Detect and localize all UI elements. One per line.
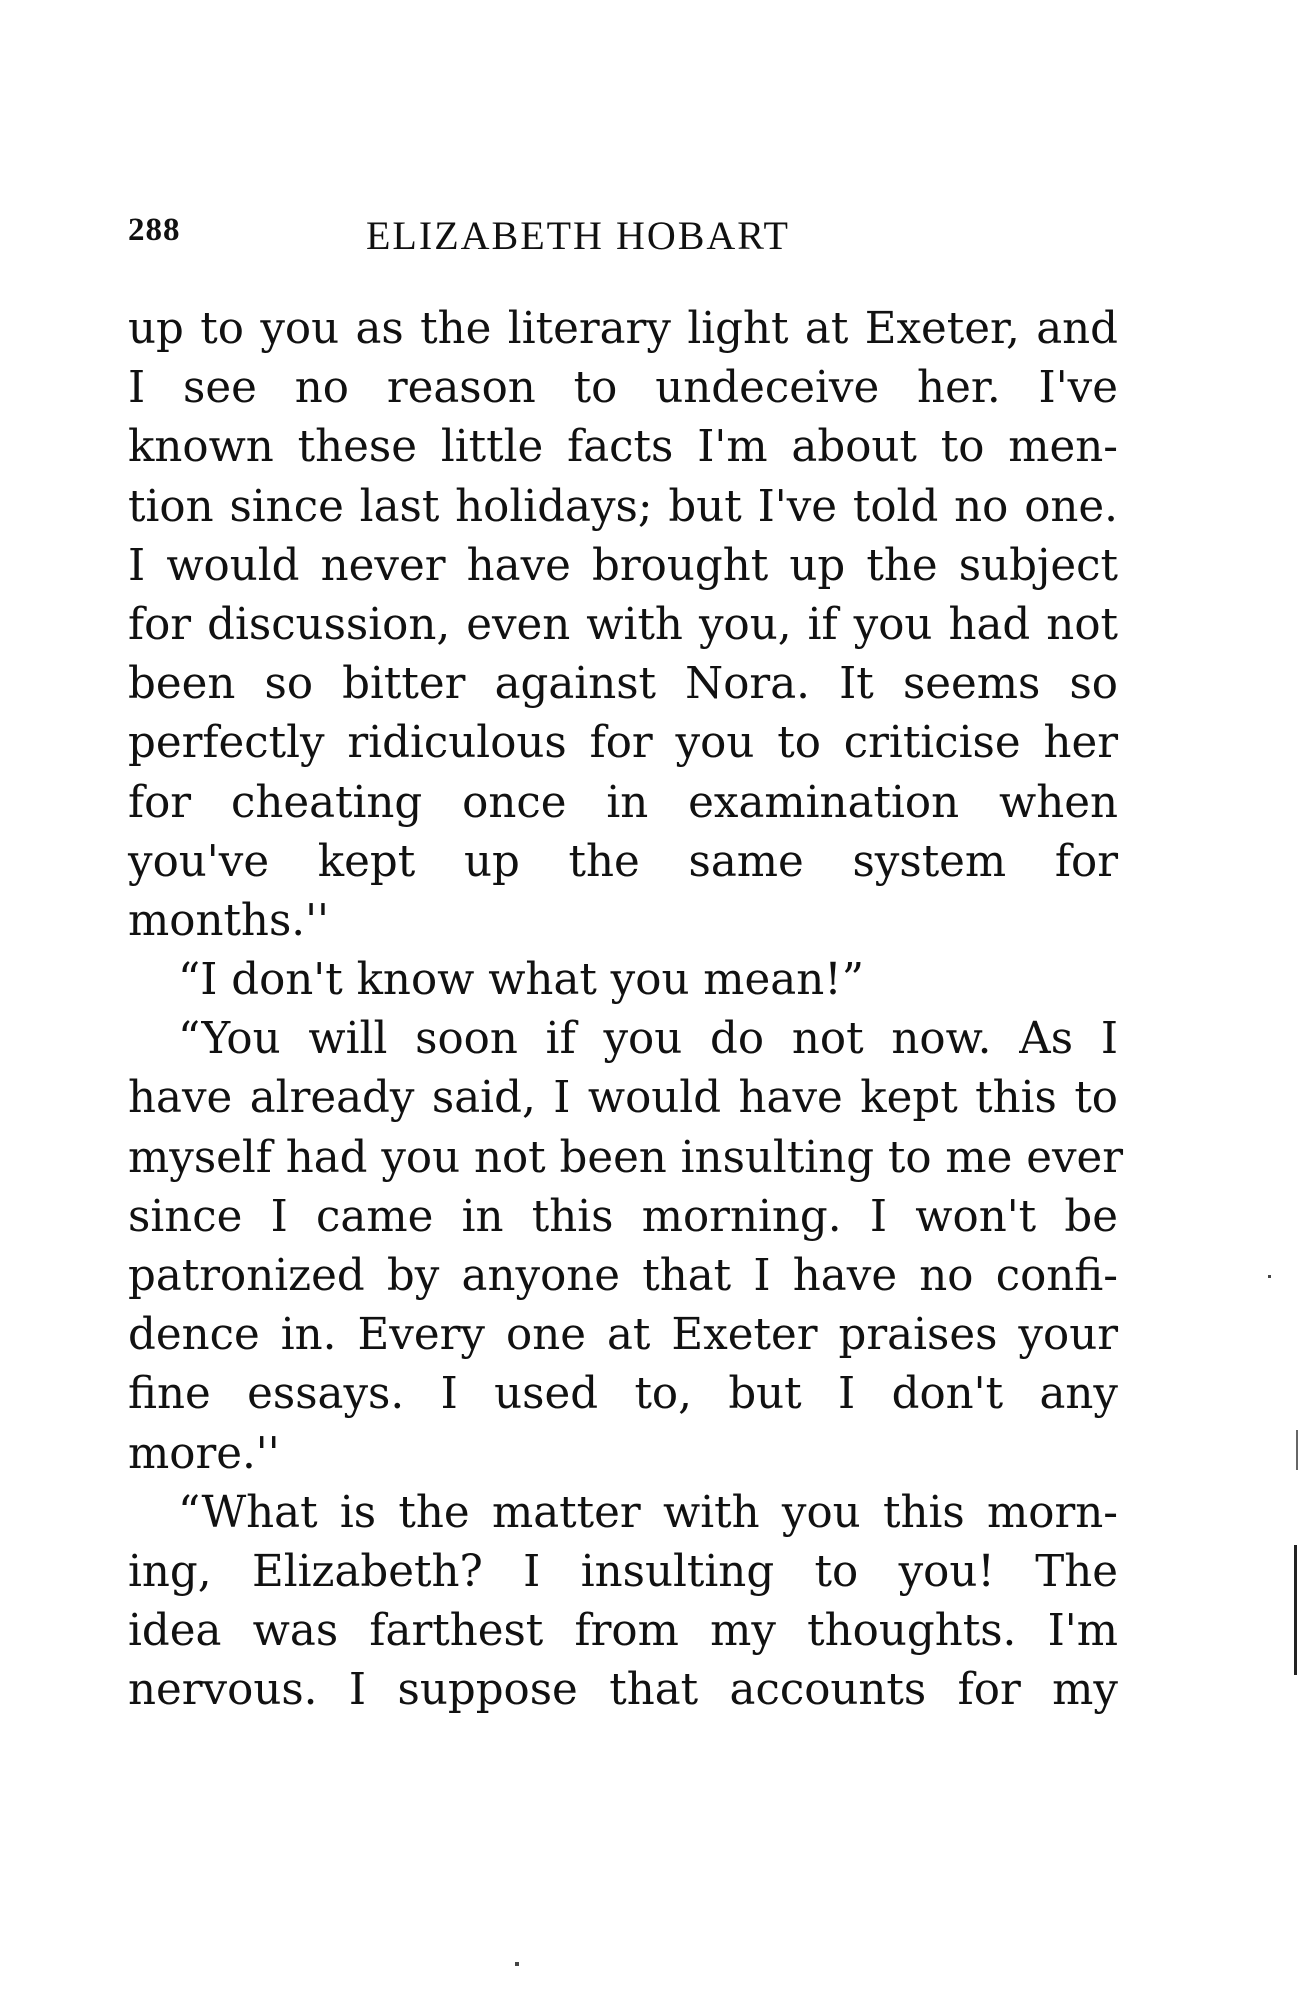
text-line: “You will soon if you do not now. As I [178,1014,1118,1065]
text-line: known these little facts I'm about to men- [128,422,1118,473]
text-line: since I came in this morning. I won't be [128,1191,1118,1242]
text-line: “What is the matter with you this morn- [178,1487,1118,1538]
text-line: more.'' [128,1428,280,1479]
text-line: for discussion, even with you, if you had not [128,599,1118,650]
print-speck [1294,1545,1297,1675]
text-line: perfectly ridiculous for you to criticise her [128,718,1118,769]
body-text [128,300,1124,1721]
print-speck [1268,1275,1271,1278]
text-line: for cheating once in examination when [128,777,1118,828]
text-line: myself had you not been insulting to me ever [128,1132,1124,1183]
text-line: I see no reason to undeceive her. I've [128,363,1118,414]
page-number: 288 [128,212,181,248]
running-title: ELIZABETH HOBART [366,213,790,258]
text-line: you've kept up the same system for [128,836,1118,887]
text-line: been so bitter against Nora. It seems so [128,659,1118,710]
text-line: idea was farthest from my thoughts. I'm [128,1606,1118,1657]
text-line: fine essays. I used to, but I don't any [128,1369,1118,1420]
text-line: nervous. I suppose that accounts for my [128,1665,1118,1716]
text-line: tion since last holidays; but I've told no one. [128,481,1118,532]
text-line: have already said, I would have kept this to [128,1073,1118,1124]
text-line: patronized by anyone that I have no confi- [128,1251,1118,1301]
print-speck [1296,1430,1298,1470]
page-header [128,212,1128,262]
text-line: ing, Elizabeth? I insulting to you! The [128,1546,1118,1597]
text-line: months.'' [128,895,330,946]
text-line: I would never have brought up the subject [128,540,1118,591]
print-speck [515,1962,519,1966]
text-line: dence in. Every one at Exeter praises your [128,1310,1118,1361]
text-line: up to you as the literary light at Exeter, and [128,304,1118,354]
text-line: “I don't know what you mean!” [178,955,864,1006]
